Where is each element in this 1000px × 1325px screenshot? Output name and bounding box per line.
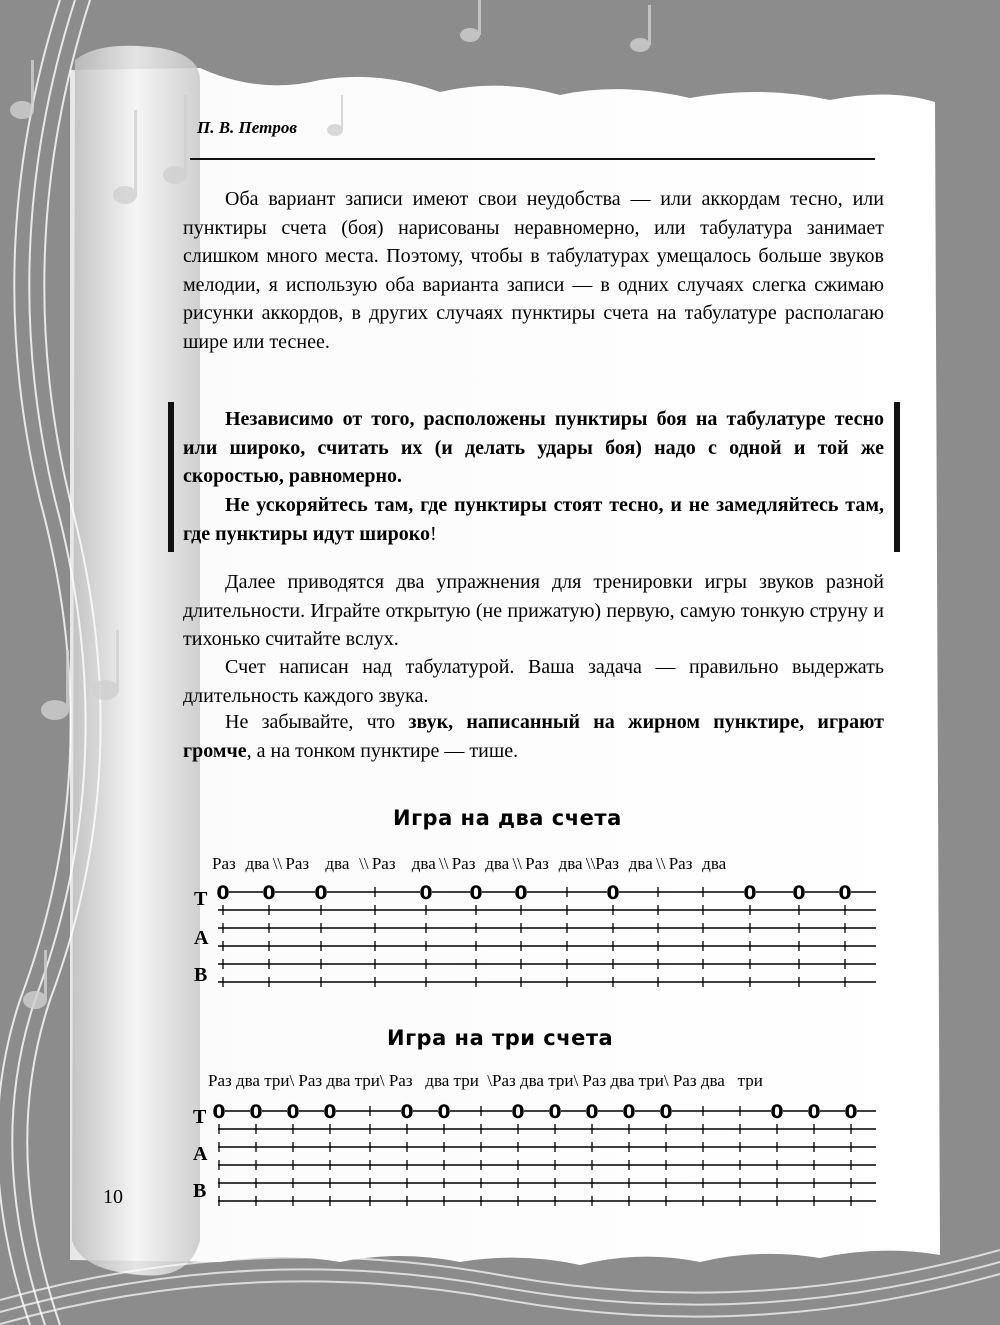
exercise1-tab-letter-t: T xyxy=(194,888,208,910)
exercise1-tab-letter-a: A xyxy=(194,927,209,949)
exercise1-title: Игра на два счета xyxy=(393,806,622,830)
exercise1-tablature xyxy=(210,880,880,990)
exercise1-fret-number: 0 xyxy=(606,882,620,904)
exercise2-title: Игра на три счета xyxy=(387,1026,614,1050)
exercise2-fret-number: 0 xyxy=(249,1101,263,1123)
callout-text-2-bold: Не ускоряйтесь там, где пунктиры стоят тесно, и не замедляйтесь там, где пунктиры идут широко xyxy=(183,494,884,545)
paragraph-intro: Оба вариант записи имеют свои неудобства — или аккордам тесно, или пунктиры счета (боя) нарисованы неравномерно, или табулатура занимает слишком много места. Поэтому, чтобы в табулатурах умещалось больше звуков мелодии, я использую оба варианта записи — в одних случаях слегка сжимаю рисунки аккордов, в других случаях пунктиры счета на табулатуре располагаю шире или теснее. xyxy=(183,188,884,353)
exercise2-fret-number: 0 xyxy=(323,1101,337,1123)
exercise2-tablature xyxy=(210,1098,880,1208)
exercise1-count-text: Раз два \\ Раз два \\ Раз два \\ Раз два \\ Раз два \\Раз два \\ Раз два xyxy=(212,854,727,873)
callout-left-bar xyxy=(168,402,174,552)
exercise1-fret-number: 0 xyxy=(743,882,757,904)
exercise1-fret-number: 0 xyxy=(314,882,328,904)
exercise2-fret-number: 0 xyxy=(807,1101,821,1123)
loudness-text-end: , а на тонком пунктире — тише. xyxy=(246,739,519,762)
exercise1-fret-number: 0 xyxy=(216,882,230,904)
exercise2-count-text: Раз два три\ Раз два три\ Раз два три \Раз два три\ Раз два три\ Раз два три xyxy=(208,1071,763,1090)
exercise1-fret-number: 0 xyxy=(419,882,433,904)
exercise2-fret-number: 0 xyxy=(659,1101,673,1123)
exercise2-fret-number: 0 xyxy=(622,1101,636,1123)
paragraph-loudness xyxy=(183,708,884,765)
exercise2-tab-letter-b: B xyxy=(193,1180,207,1202)
header-divider xyxy=(190,158,875,160)
exercise1-fret-number: 0 xyxy=(514,882,528,904)
exercise1-fret-number: 0 xyxy=(838,882,852,904)
callout-text-2-end: ! xyxy=(430,522,437,545)
callout-right-bar xyxy=(894,402,900,552)
exercise2-fret-number: 0 xyxy=(585,1101,599,1123)
exercise1-fret-number: 0 xyxy=(792,882,806,904)
exercise2-fret-number: 0 xyxy=(770,1101,784,1123)
loudness-text-bold: звук, написанный на жирном пунктире, играют громче xyxy=(183,711,885,762)
exercise1-fret-number: 0 xyxy=(262,882,276,904)
exercise1-fret-number: 0 xyxy=(469,882,483,904)
running-header-author: П. В. Петров xyxy=(197,118,297,137)
exercise2-fret-number: 0 xyxy=(400,1101,414,1123)
loudness-text-start: Не забывайте, что xyxy=(225,711,409,733)
exercise2-fret-number: 0 xyxy=(511,1101,525,1123)
exercise2-fret-number: 0 xyxy=(286,1101,300,1123)
exercise2-tab-letter-t: T xyxy=(193,1106,207,1128)
callout-text-1: Независимо от того, расположены пунктиры боя на табулатуре тесно или широко, считать их (и делать удары боя) надо с одной и той же скоростью, равномерно. xyxy=(183,408,884,487)
page-number: 10 xyxy=(103,1186,123,1208)
exercise2-tab-letter-a: A xyxy=(193,1143,208,1165)
callout-text-2 xyxy=(183,491,884,548)
exercise2-fret-number: 0 xyxy=(548,1101,562,1123)
paragraph-count: Счет написан над табулатурой. Ваша задача — правильно выдержать длительность каждого звука. xyxy=(183,656,884,707)
callout-box xyxy=(168,402,900,554)
paragraph-exercises: Далее приводятся два упражнения для тренировки игры звуков разной длительности. Играйте открытую (не прижатую) первую, самую тонкую струну и тихонько считайте вслух. xyxy=(183,571,884,650)
exercise2-fret-number: 0 xyxy=(437,1101,451,1123)
exercise2-fret-number: 0 xyxy=(212,1101,226,1123)
exercise1-tab-letter-b: B xyxy=(194,964,208,986)
exercise2-fret-number: 0 xyxy=(844,1101,858,1123)
